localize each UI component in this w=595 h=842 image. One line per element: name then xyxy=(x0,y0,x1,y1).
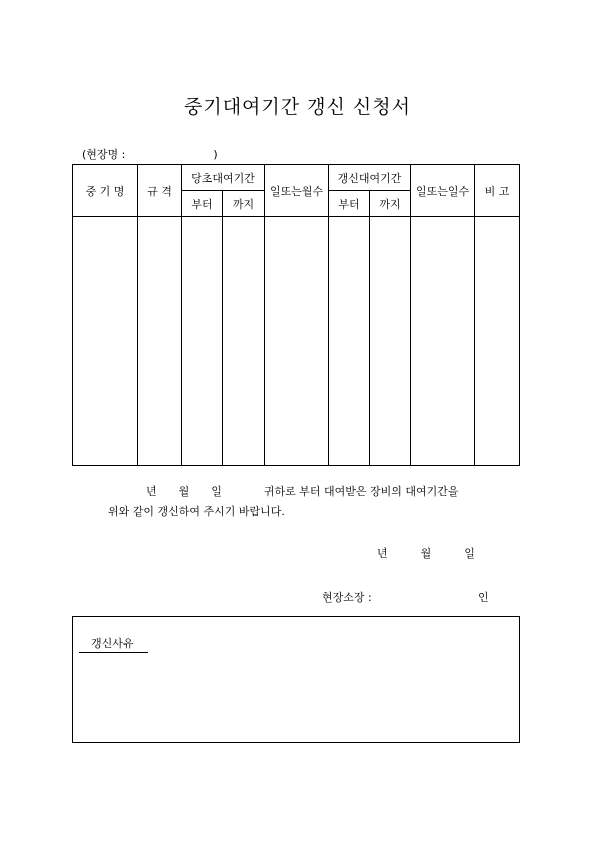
request-date: 년 월 일 xyxy=(146,485,222,498)
site-manager-label: 현장소장 : xyxy=(322,591,372,604)
signature-date: 년 월 일 xyxy=(377,547,475,560)
header-original-to: 까지 xyxy=(223,191,265,217)
cell-days[interactable] xyxy=(411,217,475,466)
renewal-reason-box[interactable] xyxy=(72,616,520,743)
request-line-1 xyxy=(146,483,459,499)
site-name-label: (현장명 : xyxy=(82,148,126,161)
cell-days-or-months[interactable] xyxy=(265,217,329,466)
request-line-2: 위와 같이 갱신하여 주시기 바랍니다. xyxy=(108,505,285,518)
header-days-or-months: 일또는월수 xyxy=(265,165,329,217)
cell-remarks[interactable] xyxy=(475,217,520,466)
seal-mark: 인 xyxy=(478,591,489,604)
equipment-table xyxy=(72,164,520,466)
header-equipment-name: 중 기 명 xyxy=(73,165,138,217)
cell-original-to[interactable] xyxy=(223,217,265,466)
header-spec: 규 격 xyxy=(138,165,182,217)
cell-equipment-name[interactable] xyxy=(73,217,138,466)
header-original-from: 부터 xyxy=(182,191,223,217)
request-text-1: 귀하로 부터 대여받은 장비의 대여기간을 xyxy=(263,485,459,498)
cell-original-from[interactable] xyxy=(182,217,223,466)
cell-renewal-from[interactable] xyxy=(329,217,370,466)
header-renewal-from: 부터 xyxy=(329,191,370,217)
document-title: 중기대여기간 갱신 신청서 xyxy=(184,96,411,118)
renewal-reason-label: 갱신사유 xyxy=(79,635,148,653)
header-days: 일또는일수 xyxy=(411,165,475,217)
header-remarks: 비 고 xyxy=(475,165,520,217)
site-name-close: ) xyxy=(213,148,218,161)
header-original-period: 당초대여기간 xyxy=(182,165,265,191)
cell-spec[interactable] xyxy=(138,217,182,466)
header-renewal-period: 갱신대여기간 xyxy=(329,165,411,191)
site-name-line xyxy=(82,146,218,162)
cell-renewal-to[interactable] xyxy=(370,217,411,466)
header-renewal-to: 까지 xyxy=(370,191,411,217)
